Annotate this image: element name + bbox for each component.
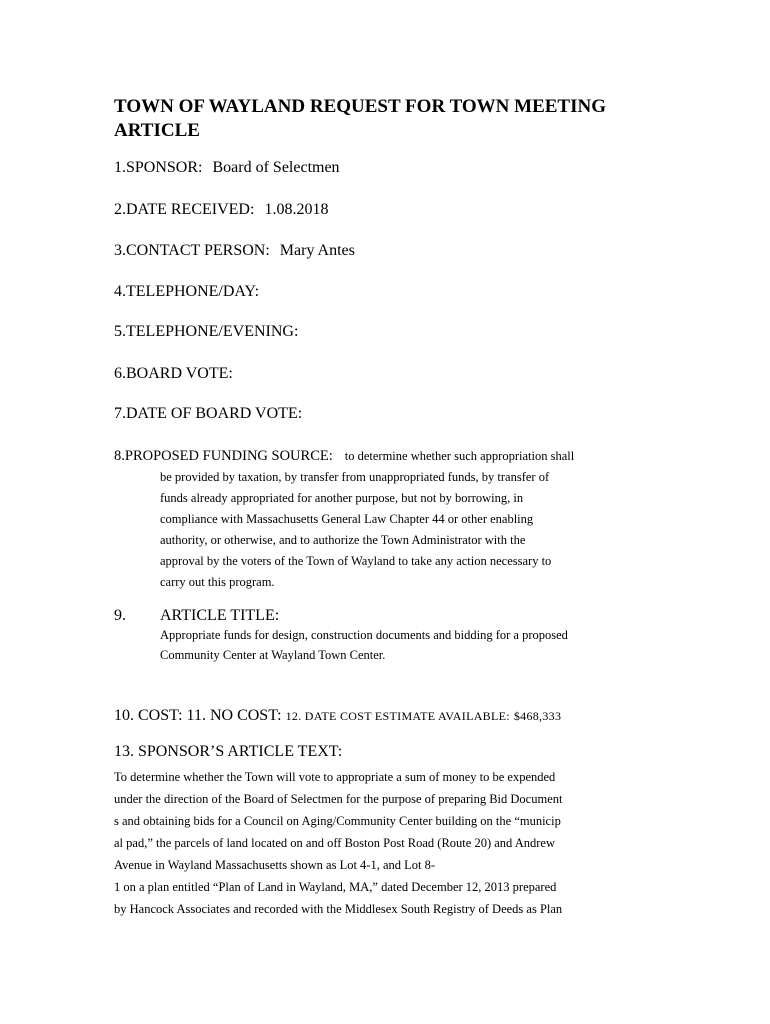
funding-text-line: authority, or otherwise, and to authorize the Town Administrator with the xyxy=(160,533,526,547)
body-text-line: Avenue in Wayland Massachusetts shown as Lot 4-1, and Lot 8- xyxy=(114,858,436,872)
sponsor-article-text-heading: 13. SPONSOR’S ARTICLE TEXT: xyxy=(114,743,343,760)
body-text-line: under the direction of the Board of Selectmen for the purpose of preparing Bid Document xyxy=(114,792,563,806)
article-title-section xyxy=(114,607,674,665)
article-title-text xyxy=(160,625,674,665)
date-received-label: 2.DATE RECEIVED: xyxy=(114,201,255,218)
contact-person-label: 3.CONTACT PERSON: xyxy=(114,242,270,259)
telephone-evening-field xyxy=(114,322,298,342)
funding-first-line xyxy=(114,446,659,467)
funding-text-body xyxy=(160,467,659,593)
funding-text-line: be provided by taxation, by transfer from unappropriated funds, by transfer of xyxy=(160,470,550,484)
board-vote-label: 6.BOARD VOTE: xyxy=(114,365,233,382)
article-title-heading xyxy=(114,607,674,625)
body-text-line: by Hancock Associates and recorded with the Middlesex South Registry of Deeds as Plan xyxy=(114,902,563,916)
board-vote-field xyxy=(114,364,233,384)
cost-row xyxy=(114,706,561,726)
cost-estimate-label: 12. DATE COST ESTIMATE AVAILABLE: xyxy=(285,709,510,723)
date-received-value: 1.08.2018 xyxy=(264,201,329,218)
sponsor-label: 1.SPONSOR: xyxy=(114,159,203,176)
funding-text-line: funds already appropriated for another purpose, but not by borrowing, in xyxy=(160,491,524,505)
contact-person-field xyxy=(114,241,355,261)
funding-source-label: 8.PROPOSED FUNDING SOURCE: xyxy=(114,448,333,464)
body-text-line: s and obtaining bids for a Council on Aging/Community Center building on the “municip xyxy=(114,814,561,828)
article-title-line: Community Center at Wayland Town Center. xyxy=(160,648,386,662)
funding-text-line: compliance with Massachusetts General Law Chapter 44 or other enabling xyxy=(160,512,534,526)
funding-text-line: approval by the voters of the Town of Wayland to take any action necessary to xyxy=(160,554,552,568)
telephone-day-label: 4.TELEPHONE/DAY: xyxy=(114,283,260,300)
sponsor-field xyxy=(114,158,340,178)
sponsor-article-text-body xyxy=(114,766,659,920)
article-title-number: 9. xyxy=(114,607,126,624)
sponsor-value: Board of Selectmen xyxy=(212,159,340,176)
body-text-line: al pad,” the parcels of land located on and off Boston Post Road (Route 20) and Andrew xyxy=(114,836,555,850)
cost-label: 10. COST: xyxy=(114,707,183,724)
no-cost-label: 11. NO COST: xyxy=(186,707,282,724)
telephone-evening-label: 5.TELEPHONE/EVENING: xyxy=(114,323,299,340)
funding-source-section xyxy=(114,446,659,593)
date-received-field xyxy=(114,200,328,220)
article-title-line: Appropriate funds for design, construction documents and bidding for a proposed xyxy=(160,628,568,642)
article-title-label: ARTICLE TITLE: xyxy=(160,607,280,624)
telephone-day-field xyxy=(114,282,259,302)
cost-estimate-value: $468,333 xyxy=(513,709,562,723)
body-text-line: 1 on a plan entitled “Plan of Land in Wayland, MA,” dated December 12, 2013 prepared xyxy=(114,880,557,894)
body-text-line: To determine whether the Town will vote to appropriate a sum of money to be expended xyxy=(114,770,556,784)
funding-text-line: carry out this program. xyxy=(160,575,275,589)
contact-person-value: Mary Antes xyxy=(279,242,355,259)
funding-text-line-0: to determine whether such appropriation shall xyxy=(344,449,575,463)
date-of-board-vote-field xyxy=(114,404,302,424)
document-title: TOWN OF WAYLAND REQUEST FOR TOWN MEETING ARTICLE xyxy=(114,96,606,141)
date-of-board-vote-label: 7.DATE OF BOARD VOTE: xyxy=(114,405,303,422)
